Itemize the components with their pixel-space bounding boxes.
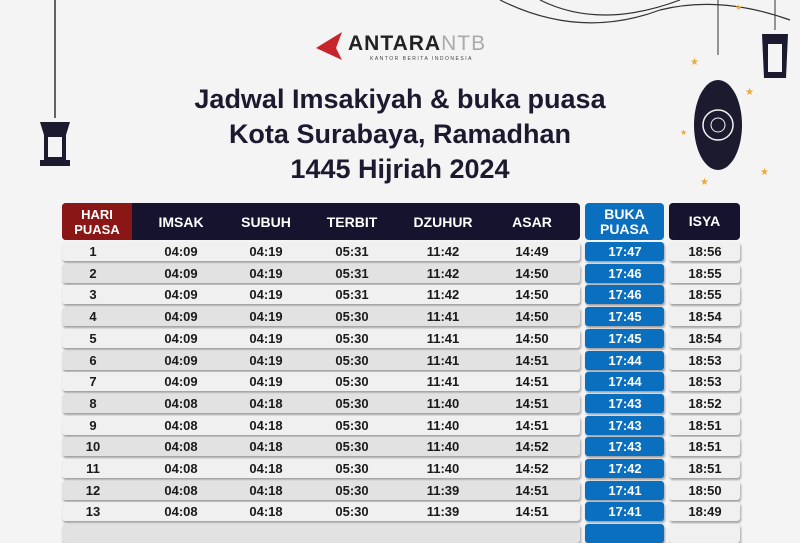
cell-dzuhur: 11:39 — [426, 482, 460, 498]
cell-imsak: 04:08 — [164, 439, 198, 455]
cell-terbit: 05:30 — [335, 504, 369, 520]
cell-asar: 14:51 — [515, 482, 549, 498]
table-row — [0, 480, 800, 500]
cell-imsak: 04:09 — [164, 374, 198, 390]
cell-buka-puasa: 17:45 — [608, 330, 642, 346]
cell-isya: 18:51 — [688, 461, 722, 476]
logo-brand: ANTARA — [348, 32, 442, 55]
title-line-1: Jadwal Imsakiyah & buka puasa — [194, 84, 606, 114]
cell-hari: 3 — [89, 287, 97, 303]
cell-asar: 14:51 — [515, 395, 549, 411]
table-row — [0, 371, 800, 391]
cell-dzuhur: 11:40 — [426, 439, 460, 455]
cell-subuh: 04:18 — [249, 482, 283, 498]
table-row — [0, 263, 800, 283]
header-dzuhur: DZUHUR — [413, 213, 473, 230]
cell-dzuhur: 11:41 — [426, 330, 460, 346]
row-background-isya — [669, 524, 740, 543]
header-subuh: SUBUH — [241, 213, 291, 230]
cell-buka-puasa: 17:41 — [608, 482, 642, 498]
cell-buka-puasa: 17:46 — [608, 287, 642, 303]
cell-dzuhur: 11:40 — [426, 417, 460, 433]
cell-subuh: 04:19 — [249, 309, 283, 325]
cell-subuh: 04:18 — [249, 395, 283, 411]
cell-isya: 18:56 — [688, 244, 722, 259]
cell-hari: 7 — [89, 374, 97, 390]
header-terbit: TERBIT — [326, 213, 378, 230]
cell-asar: 14:52 — [515, 461, 549, 476]
cell-asar: 14:50 — [515, 309, 549, 325]
cell-subuh: 04:19 — [249, 287, 283, 303]
cell-subuh: 04:18 — [249, 461, 283, 476]
svg-text:★: ★ — [745, 87, 754, 98]
cell-imsak: 04:09 — [164, 352, 198, 368]
header-imsak: IMSAK — [158, 213, 204, 230]
cell-subuh: 04:18 — [249, 439, 283, 455]
cell-buka-puasa: 17:47 — [608, 244, 642, 259]
table-row — [0, 458, 800, 478]
cell-subuh: 04:19 — [249, 265, 283, 281]
cell-imsak: 04:08 — [164, 417, 198, 433]
cell-imsak: 04:08 — [164, 504, 198, 520]
cell-isya: 18:49 — [688, 504, 722, 520]
header-buka-puasa: BUKA PUASA — [585, 203, 664, 240]
cell-terbit: 05:31 — [335, 287, 369, 303]
cell-isya: 18:54 — [688, 330, 722, 346]
cell-buka-puasa: 17:41 — [608, 504, 642, 520]
cell-hari: 1 — [89, 244, 97, 259]
cell-hari: 13 — [85, 504, 101, 520]
cell-imsak: 04:09 — [164, 309, 198, 325]
cell-isya: 18:53 — [688, 374, 722, 390]
cell-terbit: 05:30 — [335, 374, 369, 390]
cell-terbit: 05:30 — [335, 330, 369, 346]
svg-text:★: ★ — [760, 167, 769, 178]
row-background-buka — [585, 524, 664, 543]
cell-buka-puasa: 17:43 — [608, 395, 642, 411]
cell-hari: 4 — [89, 309, 97, 325]
row-background-main — [62, 524, 580, 543]
cell-terbit: 05:30 — [335, 417, 369, 433]
table-row — [0, 393, 800, 413]
cell-imsak: 04:09 — [164, 244, 198, 259]
cell-dzuhur: 11:40 — [426, 395, 460, 411]
cell-isya: 18:55 — [688, 265, 722, 281]
svg-text:★: ★ — [680, 128, 688, 137]
cell-terbit: 05:30 — [335, 395, 369, 411]
cell-subuh: 04:19 — [249, 330, 283, 346]
cell-dzuhur: 11:42 — [426, 287, 460, 303]
cell-buka-puasa: 17:42 — [608, 461, 642, 476]
cell-asar: 14:52 — [515, 439, 549, 455]
svg-text:★: ★ — [735, 3, 743, 12]
cell-isya: 18:52 — [688, 395, 722, 411]
string-lights-icon — [500, 0, 790, 23]
cell-terbit: 05:30 — [335, 439, 369, 455]
antara-logo — [312, 28, 492, 68]
cell-subuh: 04:19 — [249, 374, 283, 390]
cell-dzuhur: 11:41 — [426, 374, 460, 390]
cell-hari: 6 — [89, 352, 97, 368]
cell-terbit: 05:31 — [335, 244, 369, 259]
cell-hari: 2 — [89, 265, 97, 281]
cell-hari: 8 — [89, 395, 97, 411]
cell-isya: 18:51 — [688, 417, 722, 433]
svg-text:★: ★ — [700, 177, 709, 188]
cell-hari: 10 — [85, 439, 101, 455]
lantern-right-small-icon — [762, 0, 788, 78]
cell-dzuhur: 11:41 — [426, 309, 460, 325]
cell-terbit: 05:31 — [335, 265, 369, 281]
antara-logo-icon — [312, 30, 346, 62]
cell-dzuhur: 11:42 — [426, 265, 460, 281]
cell-isya: 18:50 — [688, 482, 722, 498]
cell-imsak: 04:08 — [164, 461, 198, 476]
table-row — [0, 328, 800, 348]
cell-hari: 11 — [86, 461, 100, 476]
table-row — [0, 415, 800, 435]
cell-dzuhur: 11:41 — [426, 352, 460, 368]
cell-buka-puasa: 17:44 — [608, 374, 642, 390]
header-isya: ISYA — [669, 203, 740, 240]
cell-subuh: 04:19 — [249, 352, 283, 368]
table-row — [0, 306, 800, 326]
cell-hari: 12 — [85, 482, 101, 498]
logo-tagline: KANTOR BERITA INDONESIA — [370, 56, 473, 62]
header-hari-puasa: HARI PUASA — [62, 203, 132, 240]
cell-subuh: 04:18 — [249, 504, 283, 520]
cell-imsak: 04:09 — [164, 287, 198, 303]
cell-buka-puasa: 17:44 — [608, 352, 642, 368]
table-row — [0, 436, 800, 456]
cell-buka-puasa: 17:43 — [608, 439, 642, 455]
cell-asar: 14:51 — [515, 417, 549, 433]
cell-asar: 14:50 — [515, 287, 549, 303]
cell-imsak: 04:09 — [164, 330, 198, 346]
cell-asar: 14:50 — [515, 265, 549, 281]
cell-terbit: 05:30 — [335, 352, 369, 368]
cell-imsak: 04:09 — [164, 265, 198, 281]
cell-terbit: 05:30 — [335, 309, 369, 325]
table-row — [0, 501, 800, 521]
cell-subuh: 04:19 — [249, 244, 283, 259]
title-line-3: 1445 Hijriah 2024 — [290, 154, 510, 184]
cell-buka-puasa: 17:43 — [608, 417, 642, 433]
cell-asar: 14:49 — [515, 244, 549, 259]
cell-asar: 14:50 — [515, 330, 549, 346]
cell-imsak: 04:08 — [164, 482, 198, 498]
logo-region: NTB — [441, 32, 487, 55]
cell-terbit: 05:30 — [335, 482, 369, 498]
cell-dzuhur: 11:39 — [426, 504, 460, 520]
cell-isya: 18:55 — [688, 287, 722, 303]
cell-isya: 18:53 — [688, 352, 722, 368]
table-row — [0, 241, 800, 261]
cell-buka-puasa: 17:46 — [608, 265, 642, 281]
svg-text:★: ★ — [690, 57, 699, 68]
cell-isya: 18:51 — [688, 439, 722, 455]
cell-dzuhur: 11:42 — [426, 244, 460, 259]
cell-asar: 14:51 — [515, 374, 549, 390]
cell-imsak: 04:08 — [164, 395, 198, 411]
table-row — [0, 523, 800, 543]
title-line-2: Kota Surabaya, Ramadhan — [228, 119, 572, 149]
table-row — [0, 284, 800, 304]
cell-terbit: 05:30 — [335, 461, 369, 476]
cell-hari: 9 — [89, 417, 97, 433]
cell-asar: 14:51 — [515, 504, 549, 520]
header-asar: ASAR — [512, 213, 552, 230]
table-row — [0, 350, 800, 370]
cell-asar: 14:51 — [515, 352, 549, 368]
cell-buka-puasa: 17:45 — [608, 309, 642, 325]
cell-dzuhur: 11:40 — [426, 461, 460, 476]
cell-subuh: 04:18 — [249, 417, 283, 433]
cell-hari: 5 — [89, 330, 97, 346]
cell-isya: 18:54 — [688, 309, 722, 325]
